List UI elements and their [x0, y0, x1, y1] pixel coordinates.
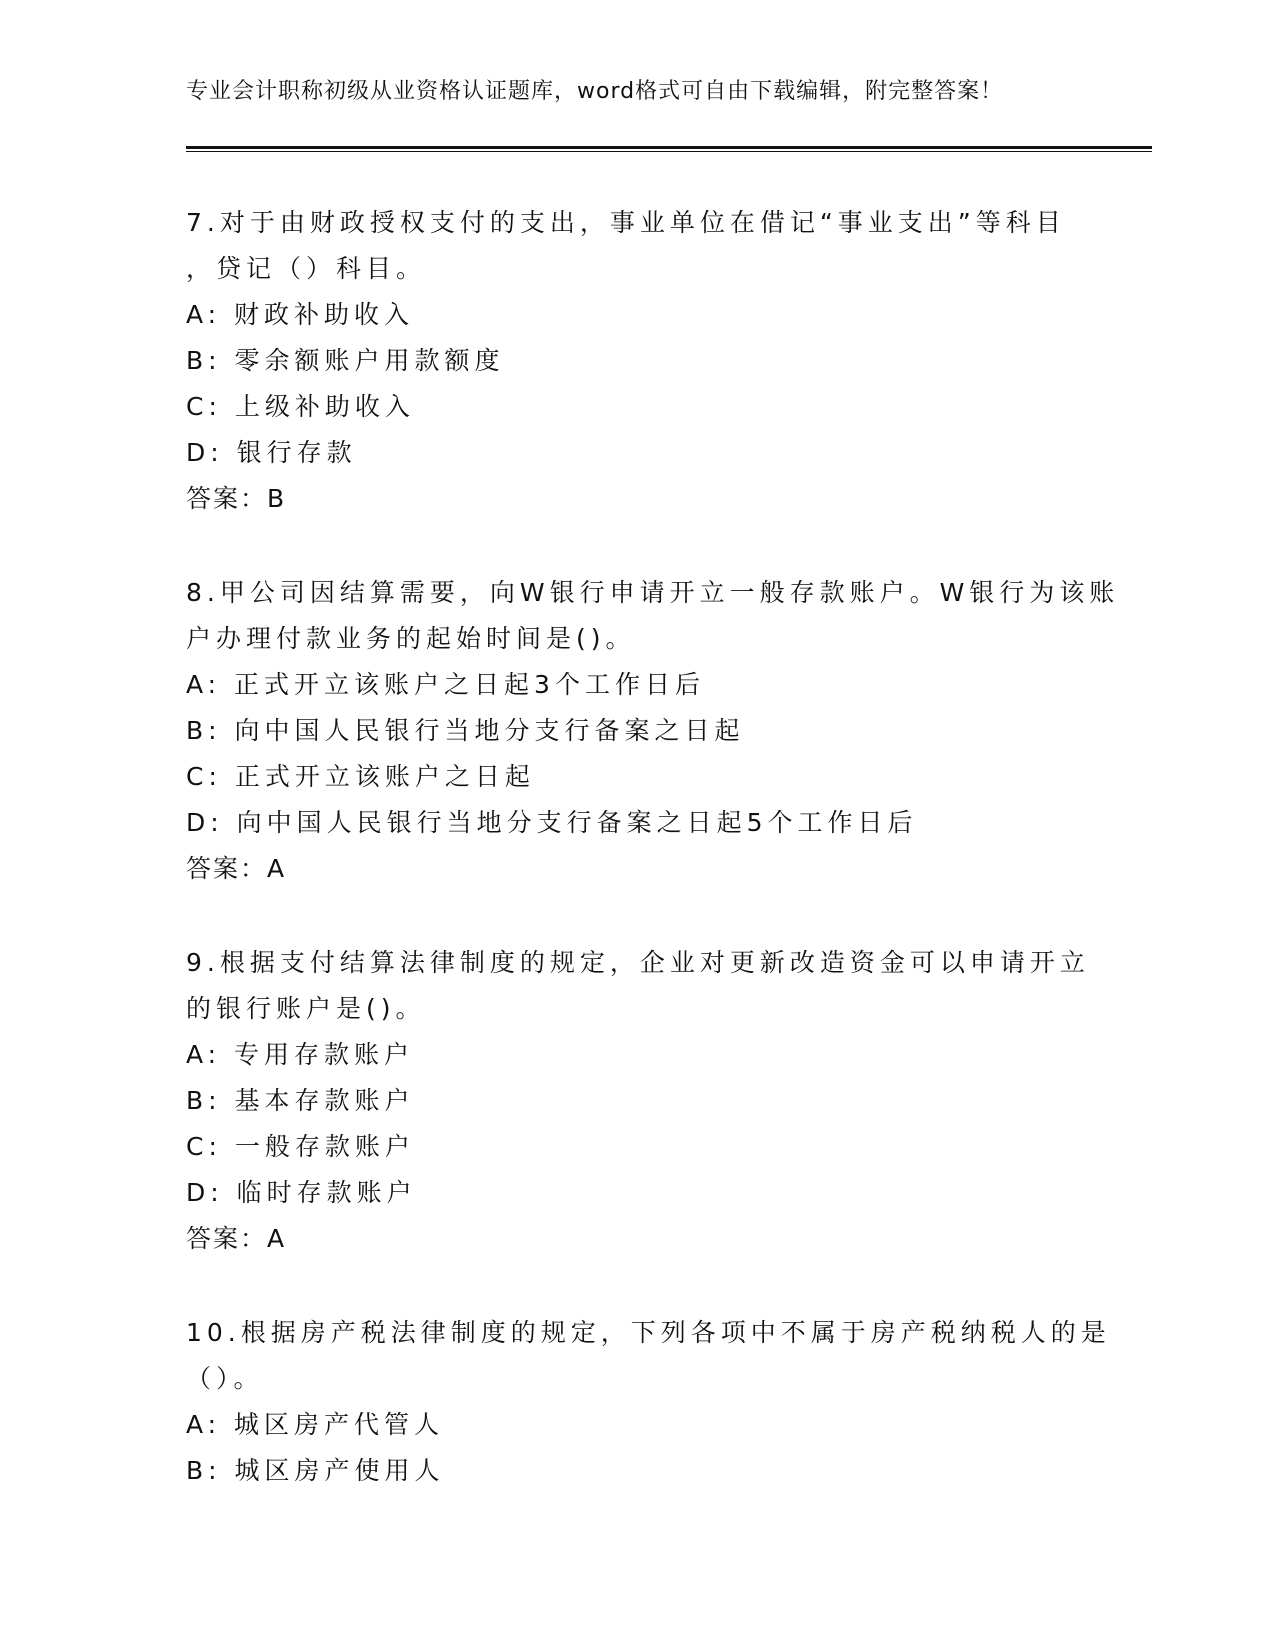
option-d: D: 银行存款 [186, 438, 357, 467]
option-a: A: 城区房产代管人 [186, 1410, 445, 1439]
option-c: C: 一般存款账户 [186, 1132, 415, 1161]
option-b: B: 零余额账户用款额度 [186, 346, 505, 375]
question-text-line: 9.根据支付结算法律制度的规定，企业对更新改造资金可以申请开立 [186, 948, 1090, 977]
option-c: C: 上级补助收入 [186, 392, 415, 421]
answer-label: 答案：B [186, 484, 287, 513]
question-9 [186, 940, 1090, 1262]
option-c: C: 正式开立该账户之日起 [186, 762, 535, 791]
question-text-line: 8.甲公司因结算需要，向W银行申请开立一般存款账户。W银行为该账 [186, 578, 1120, 607]
question-8 [186, 570, 1120, 892]
question-text-line: ，贷记（）科目。 [186, 254, 427, 283]
question-text-line: 7.对于由财政授权支付的支出，事业单位在借记“事业支出”等科目 [186, 208, 1066, 237]
option-a: A: 专用存款账户 [186, 1040, 415, 1069]
answer-label: 答案：A [186, 854, 287, 883]
question-text-line: 10.根据房产税法律制度的规定，下列各项中不属于房产税纳税人的是 [186, 1318, 1111, 1347]
option-b: B: 城区房产使用人 [186, 1456, 445, 1485]
question-10 [186, 1310, 1111, 1494]
question-text-line: 的银行账户是()。 [186, 994, 426, 1023]
option-a: A: 财政补助收入 [186, 300, 415, 329]
option-d: D: 临时存款账户 [186, 1178, 417, 1207]
page-header: 专业会计职称初级从业资格认证题库，word格式可自由下载编辑，附完整答案！ [186, 79, 1004, 104]
question-list [186, 200, 1120, 1542]
question-text-line: （）。 [186, 1364, 264, 1393]
header-divider [186, 146, 1152, 149]
header-divider-thin [186, 151, 1152, 152]
option-b: B: 向中国人民银行当地分支行备案之日起 [186, 716, 745, 745]
option-d: D: 向中国人民银行当地分支行备案之日起5个工作日后 [186, 808, 918, 837]
option-b: B: 基本存款账户 [186, 1086, 415, 1115]
answer-label: 答案：A [186, 1224, 287, 1253]
question-text-line: 户办理付款业务的起始时间是()。 [186, 624, 636, 653]
option-a: A: 正式开立该账户之日起3个工作日后 [186, 670, 705, 699]
question-7 [186, 200, 1086, 522]
